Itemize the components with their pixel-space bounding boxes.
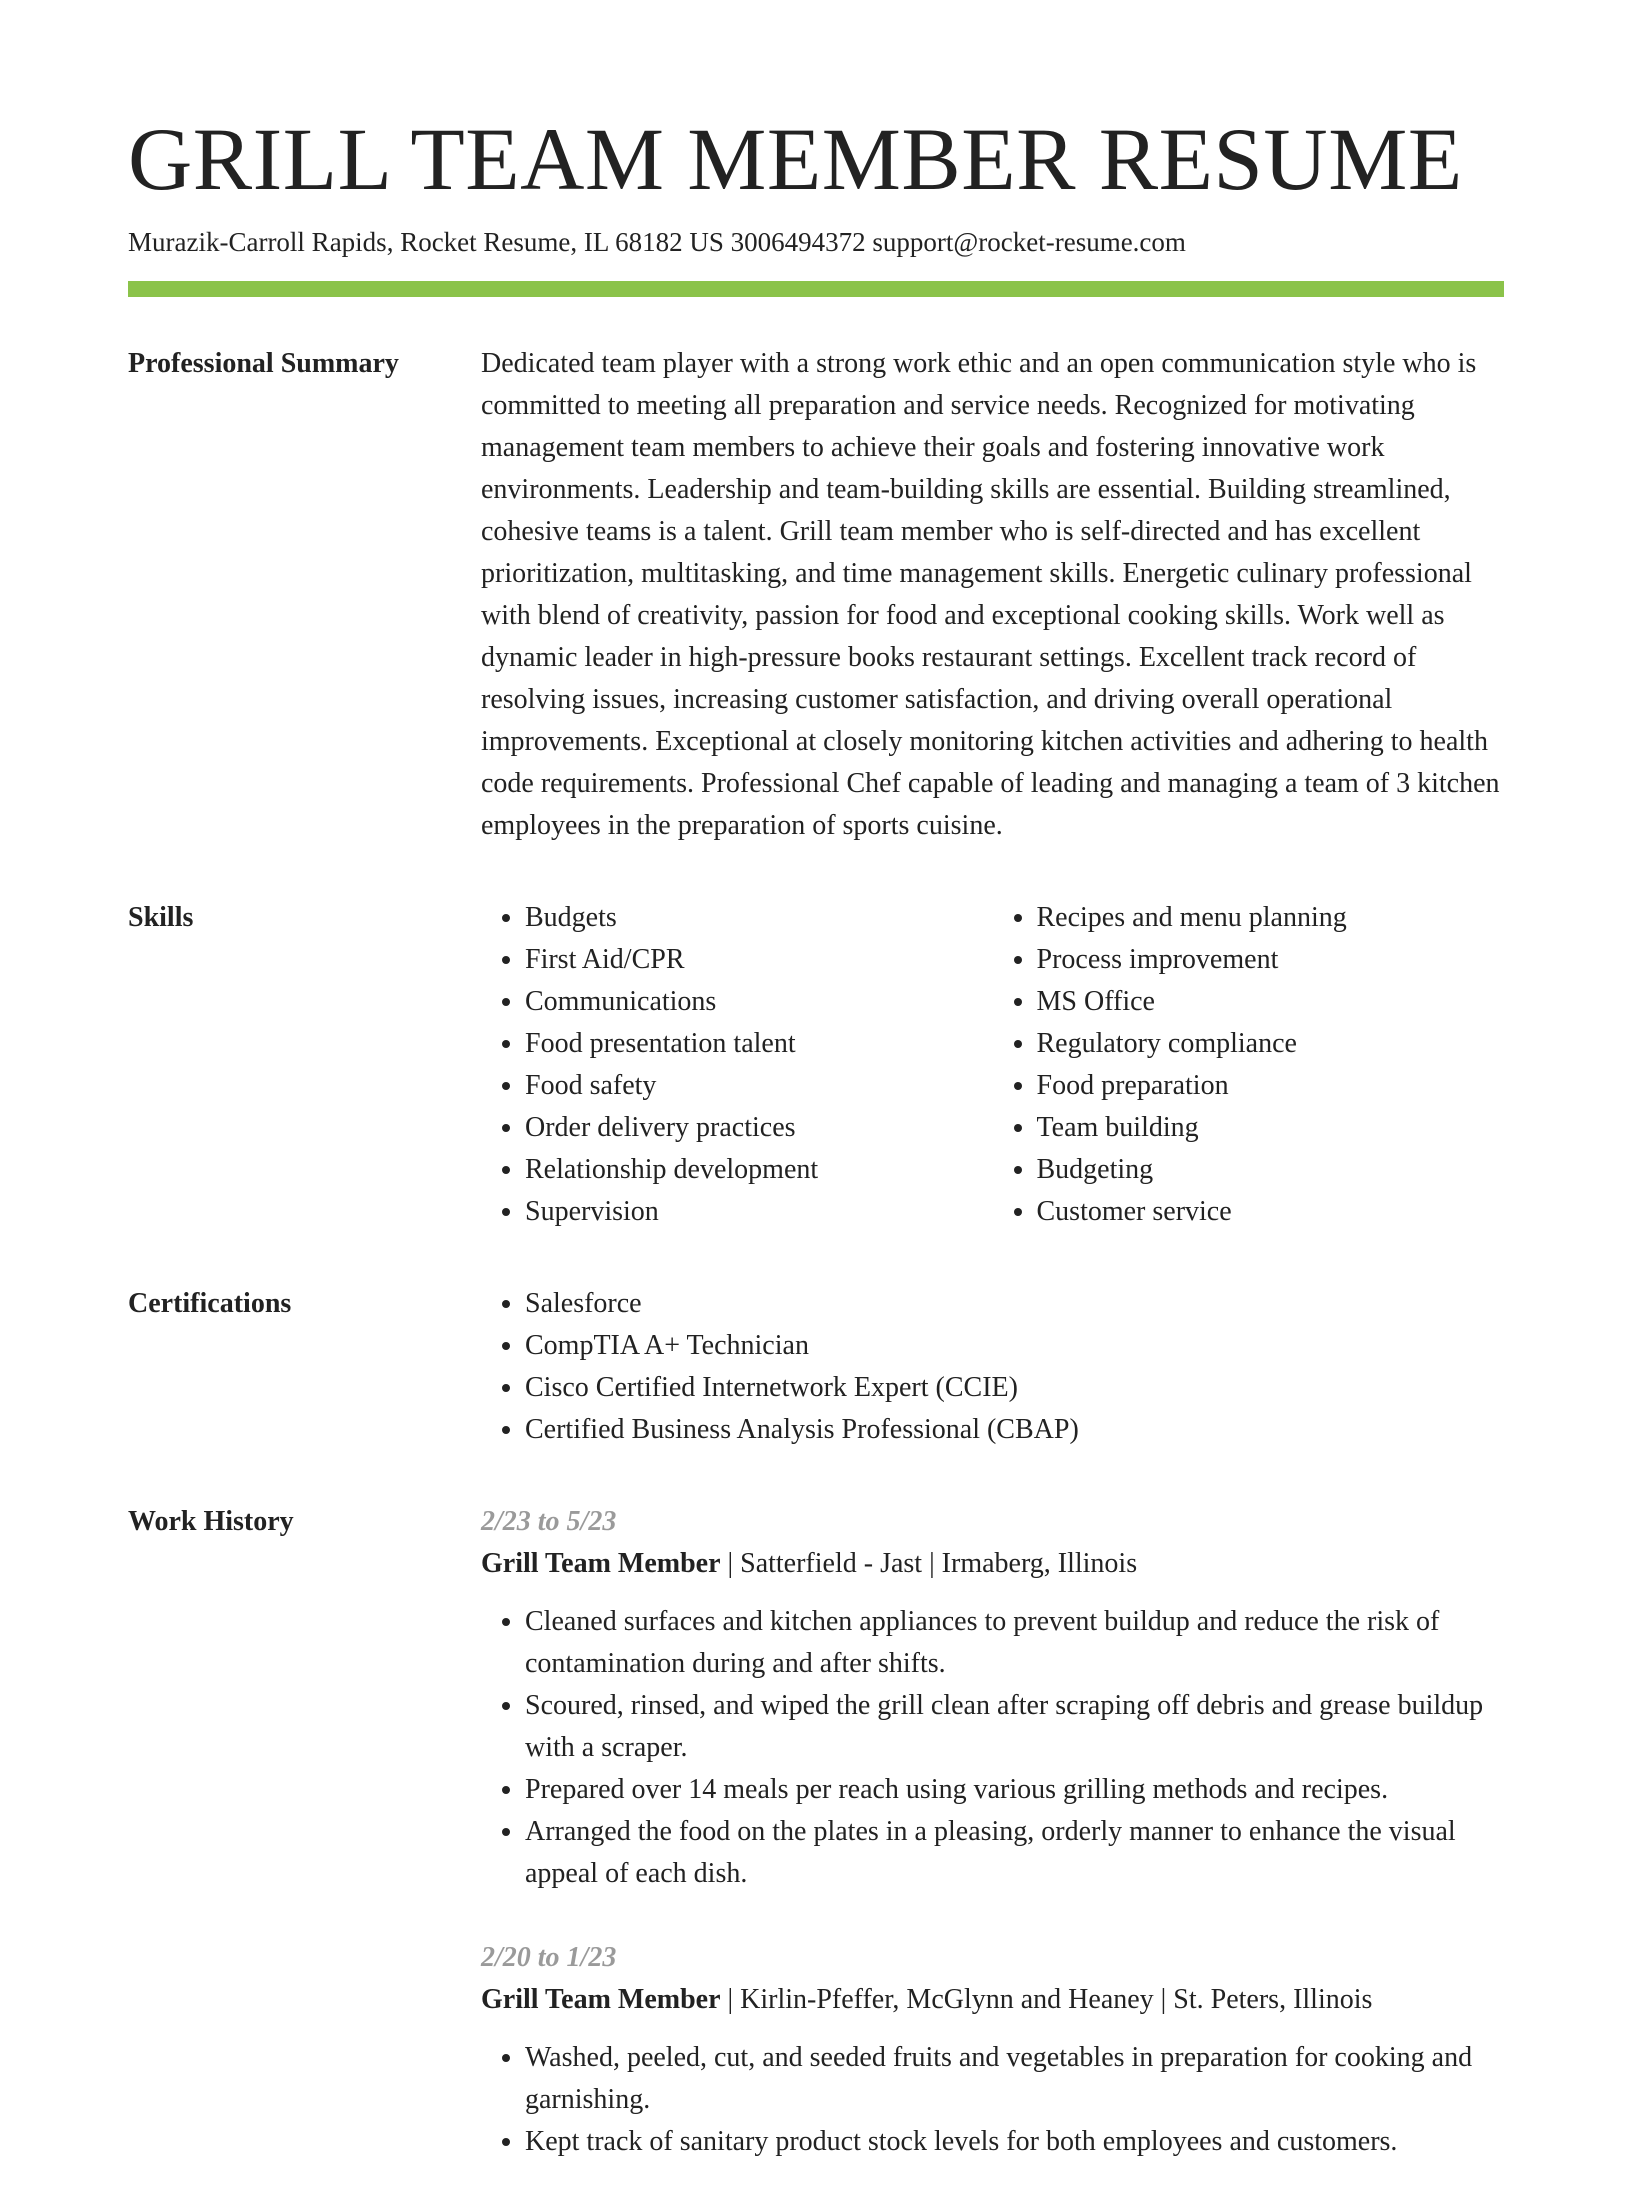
summary-body (481, 343, 1504, 847)
job-duty-item: • Scoured, rinsed, and wiped the grill clean after scraping off debris and grease buildup with a scraper. (525, 1685, 1504, 1769)
skill-item: • Food safety (525, 1065, 993, 1107)
work-history-body (481, 1501, 1504, 2205)
skill-item: • Relationship development (525, 1149, 993, 1191)
skill-item: • Recipes and menu planning (1037, 897, 1505, 939)
job-duties-list (481, 1601, 1504, 1895)
certification-item: • Salesforce (525, 1283, 1504, 1325)
skill-item: • Food preparation (1037, 1065, 1505, 1107)
job-heading (481, 1979, 1504, 2021)
job-duties-list (481, 2037, 1504, 2163)
resume-title: GRILL TEAM MEMBER RESUME (128, 111, 1463, 209)
job-heading (481, 1543, 1504, 1585)
skills-body (481, 897, 1504, 1233)
skill-item: • Customer service (1037, 1191, 1505, 1233)
section-heading-summary: Professional Summary (128, 347, 399, 379)
certification-item: • Cisco Certified Internetwork Expert (CCIE) (525, 1367, 1504, 1409)
job-entry (481, 1501, 1504, 1895)
job-dates: 2/20 to 1/23 (481, 1941, 617, 1973)
skills-list-right (993, 897, 1505, 1233)
job-dates: 2/23 to 5/23 (481, 1505, 617, 1537)
job-duty-item: • Kept track of sanitary product stock levels for both employees and customers. (525, 2121, 1504, 2163)
certifications-section (128, 1283, 1504, 1451)
certification-item: • CompTIA A+ Technician (525, 1325, 1504, 1367)
job-employer-location: | Kirlin-Pfeffer, McGlynn and Heaney | St. Peters, Illinois (720, 1983, 1373, 2015)
skill-item: • MS Office (1037, 981, 1505, 1023)
contact-line: Murazik-Carroll Rapids, Rocket Resume, IL 68182 US 3006494372 support@rocket-resume.com (128, 227, 1186, 258)
section-heading-work-history: Work History (128, 1505, 294, 1537)
certification-item: • Certified Business Analysis Professional (CBAP) (525, 1409, 1504, 1451)
skill-item: • Communications (525, 981, 993, 1023)
summary-section (128, 343, 1504, 847)
skill-item: • First Aid/CPR (525, 939, 993, 981)
section-heading-skills: Skills (128, 901, 194, 933)
skill-item: • Budgeting (1037, 1149, 1505, 1191)
skill-item: • Supervision (525, 1191, 993, 1233)
job-entry (481, 1937, 1504, 2163)
certifications-list (481, 1283, 1504, 1451)
job-duty-item: • Arranged the food on the plates in a pleasing, orderly manner to enhance the visual appeal of each dish. (525, 1811, 1504, 1895)
accent-divider (128, 281, 1504, 297)
job-duty-item: • Washed, peeled, cut, and seeded fruits and vegetables in preparation for cooking and garnishing. (525, 2037, 1504, 2121)
skill-item: • Order delivery practices (525, 1107, 993, 1149)
job-title: Grill Team Member (481, 1983, 721, 2015)
skill-item: • Team building (1037, 1107, 1505, 1149)
skills-list-left (481, 897, 993, 1233)
skill-item: • Food presentation talent (525, 1023, 993, 1065)
skill-item: • Budgets (525, 897, 993, 939)
job-employer-location: | Satterfield - Jast | Irmaberg, Illinois (720, 1547, 1138, 1579)
job-title: Grill Team Member (481, 1547, 721, 1579)
certifications-body (481, 1283, 1504, 1451)
section-heading-certifications: Certifications (128, 1287, 292, 1319)
work-history-section (128, 1501, 1504, 2205)
job-duty-item: • Cleaned surfaces and kitchen appliances to prevent buildup and reduce the risk of contamination during and after shifts. (525, 1601, 1504, 1685)
skill-item: • Process improvement (1037, 939, 1505, 981)
job-duty-item: • Prepared over 14 meals per reach using various grilling methods and recipes. (525, 1769, 1504, 1811)
skill-item: • Regulatory compliance (1037, 1023, 1505, 1065)
summary-text: Dedicated team player with a strong work ethic and an open communication style who is committed to meeting all preparation and service needs. Recognized for motivating management team members to achieve their goals and fostering innovative work environments. Leadership and team-building skills are essential. Building streamlined, cohesive teams is a talent. Grill team member who is self-directed and has excellent prioritization, multitasking, and time management skills. Energetic culinary professional with blend of creativity, passion for food and exceptional cooking skills. Work well as dynamic leader in high-pressure books restaurant settings. Excellent track record of resolving issues, increasing customer satisfaction, and driving overall operational improvements. Exceptional at closely monitoring kitchen activities and adhering to health code requirements. Professional Chef capable of leading and managing a team of 3 kitchen employees in the preparation of sports cuisine. (481, 347, 1500, 841)
skills-section (128, 897, 1504, 1233)
